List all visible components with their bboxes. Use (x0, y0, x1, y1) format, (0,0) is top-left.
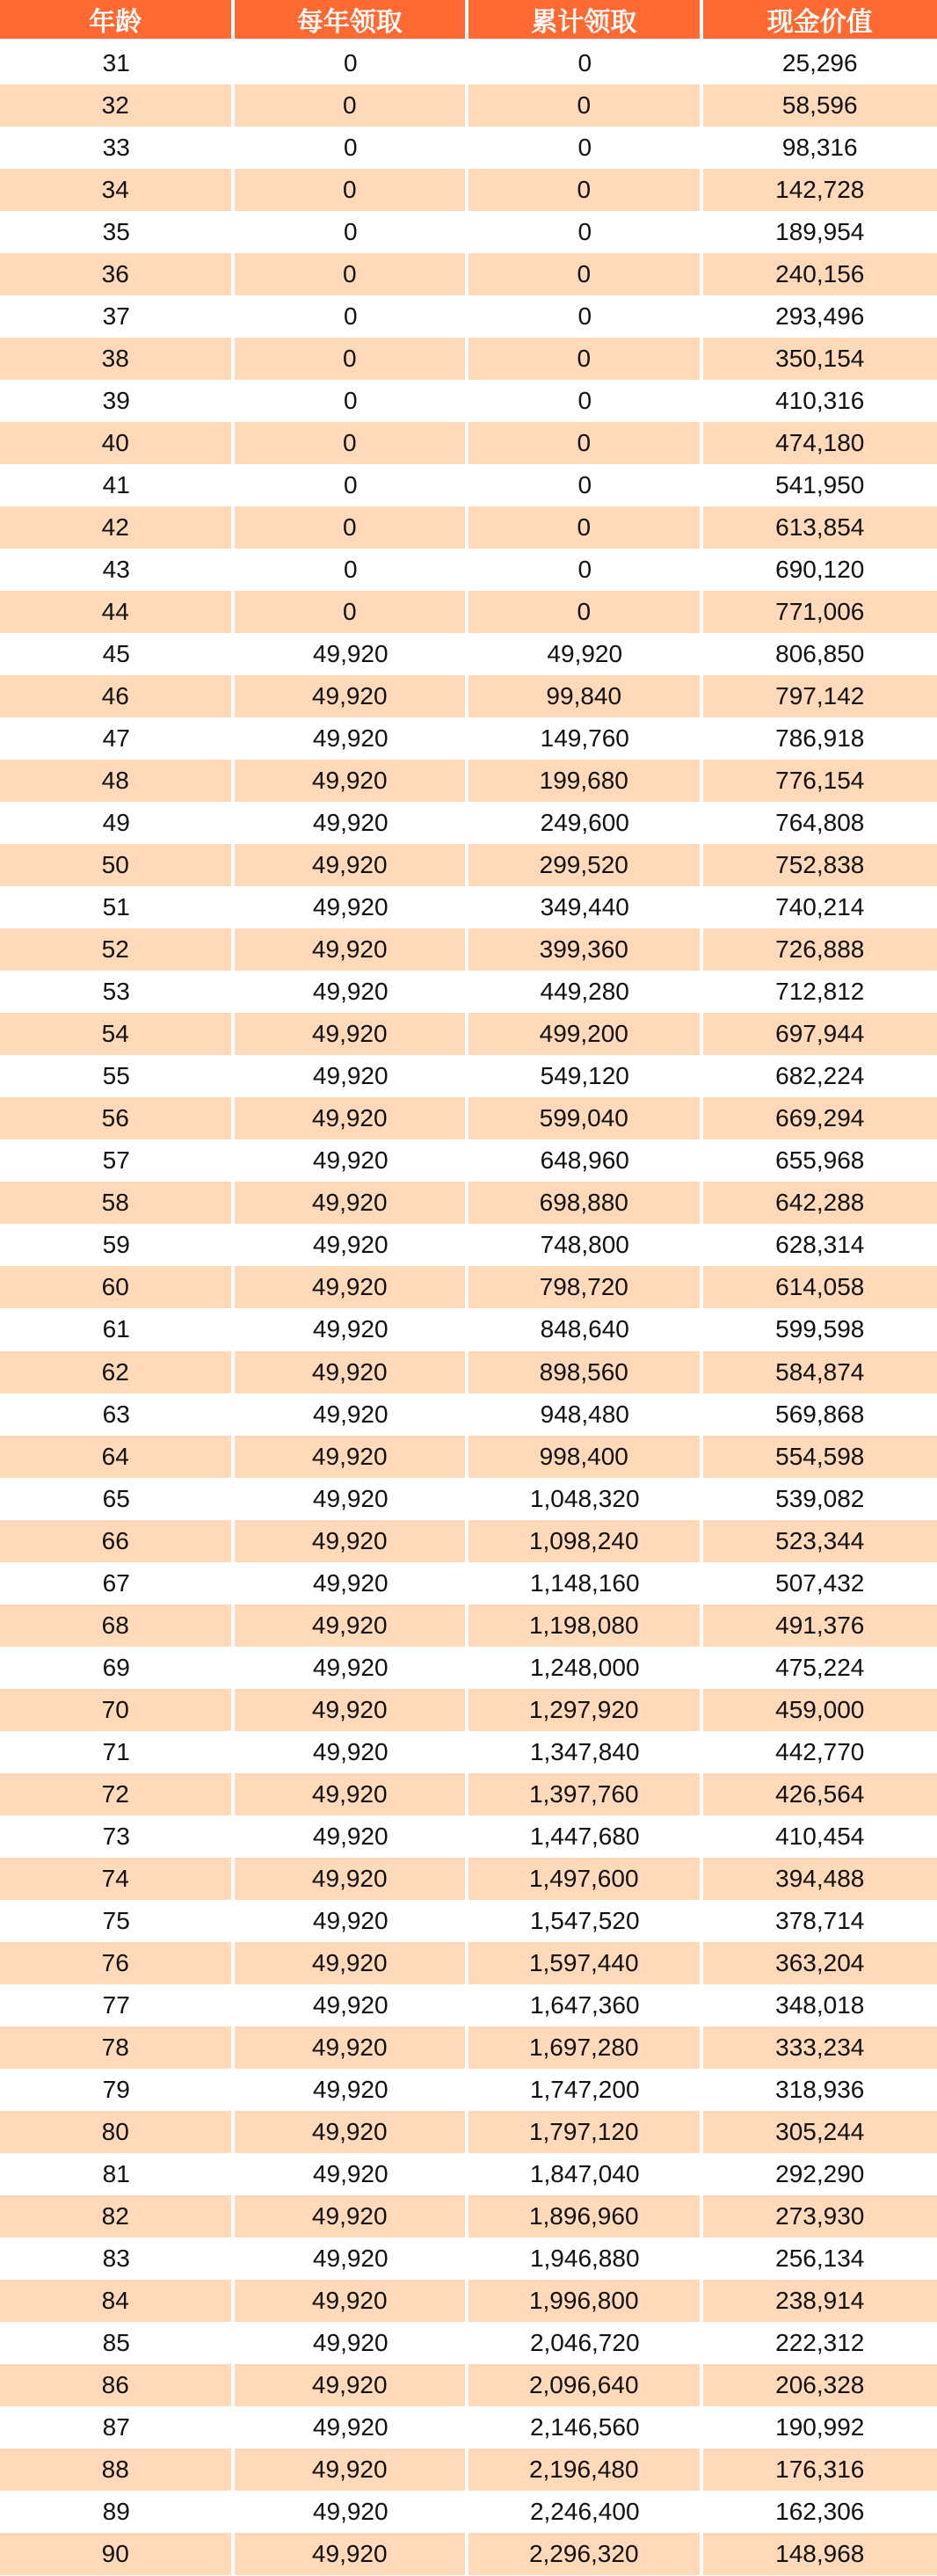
cell-annual-payout: 49,920 (235, 1266, 469, 1308)
cell-annual-payout: 49,920 (235, 2195, 469, 2238)
cell-age: 49 (0, 802, 235, 844)
cell-annual-payout: 49,920 (235, 2153, 469, 2195)
cell-annual-payout: 0 (235, 42, 469, 84)
cell-cash-value: 333,234 (703, 2027, 937, 2069)
cell-annual-payout: 49,920 (235, 1520, 469, 1562)
cell-cumulative-payout: 2,146,560 (468, 2406, 703, 2449)
cell-cumulative-payout: 1,996,800 (468, 2280, 703, 2322)
cell-annual-payout: 49,920 (235, 1055, 469, 1097)
cell-cash-value: 523,344 (703, 1520, 937, 1562)
cell-annual-payout: 49,920 (235, 1689, 469, 1731)
cell-cash-value: 350,154 (703, 338, 937, 380)
cell-annual-payout: 49,920 (235, 1562, 469, 1605)
cell-cash-value: 797,142 (703, 675, 937, 717)
cell-cumulative-payout: 499,200 (468, 1013, 703, 1055)
cell-cumulative-payout: 648,960 (468, 1139, 703, 1182)
cell-cash-value: 475,224 (703, 1647, 937, 1689)
cell-annual-payout: 49,920 (235, 1139, 469, 1182)
cell-age: 66 (0, 1520, 235, 1562)
cell-age: 56 (0, 1097, 235, 1139)
cell-age: 31 (0, 42, 235, 84)
cell-cash-value: 162,306 (703, 2491, 937, 2533)
cell-cumulative-payout: 1,447,680 (468, 1816, 703, 1858)
cell-age: 64 (0, 1436, 235, 1478)
cell-cumulative-payout: 2,196,480 (468, 2449, 703, 2491)
cell-annual-payout: 49,920 (235, 2322, 469, 2364)
cell-age: 79 (0, 2069, 235, 2111)
cell-cumulative-payout: 1,797,120 (468, 2111, 703, 2153)
cell-cumulative-payout: 0 (468, 42, 703, 84)
cell-cumulative-payout: 1,048,320 (468, 1478, 703, 1520)
cell-cumulative-payout: 1,248,000 (468, 1647, 703, 1689)
cell-age: 71 (0, 1731, 235, 1773)
cell-annual-payout: 0 (235, 338, 469, 380)
cell-cash-value: 599,598 (703, 1308, 937, 1350)
cell-annual-payout: 49,920 (235, 1605, 469, 1647)
cell-age: 89 (0, 2491, 235, 2533)
cell-cash-value: 474,180 (703, 422, 937, 464)
cell-cumulative-payout: 0 (468, 169, 703, 211)
cell-annual-payout: 49,920 (235, 1647, 469, 1689)
cell-annual-payout: 49,920 (235, 1900, 469, 1942)
cell-age: 85 (0, 2322, 235, 2364)
cell-annual-payout: 49,920 (235, 2406, 469, 2449)
cell-age: 88 (0, 2449, 235, 2491)
cell-cumulative-payout: 2,096,640 (468, 2364, 703, 2406)
cell-age: 54 (0, 1013, 235, 1055)
cell-cash-value: 189,954 (703, 211, 937, 253)
cell-annual-payout: 49,920 (235, 2491, 469, 2533)
cell-cash-value: 764,808 (703, 802, 937, 844)
cell-annual-payout: 0 (235, 506, 469, 549)
cell-age: 60 (0, 1266, 235, 1308)
cell-cumulative-payout: 399,360 (468, 928, 703, 971)
cell-cash-value: 256,134 (703, 2238, 937, 2280)
cell-annual-payout: 49,920 (235, 2280, 469, 2322)
cell-cash-value: 507,432 (703, 1562, 937, 1605)
cell-age: 86 (0, 2364, 235, 2406)
cell-cumulative-payout: 1,896,960 (468, 2195, 703, 2238)
cell-cumulative-payout: 549,120 (468, 1055, 703, 1097)
cell-age: 61 (0, 1308, 235, 1350)
cell-age: 36 (0, 253, 235, 295)
cell-cumulative-payout: 449,280 (468, 971, 703, 1013)
cell-cash-value: 305,244 (703, 2111, 937, 2153)
cell-cash-value: 669,294 (703, 1097, 937, 1139)
cell-annual-payout: 49,920 (235, 633, 469, 675)
cell-cash-value: 318,936 (703, 2069, 937, 2111)
cell-age: 84 (0, 2280, 235, 2322)
cell-age: 44 (0, 591, 235, 633)
cell-annual-payout: 49,920 (235, 1731, 469, 1773)
cell-age: 47 (0, 717, 235, 760)
cell-cumulative-payout: 2,296,320 (468, 2533, 703, 2575)
cell-cash-value: 25,296 (703, 42, 937, 84)
cell-cumulative-payout: 0 (468, 422, 703, 464)
cell-cumulative-payout: 1,098,240 (468, 1520, 703, 1562)
cell-cumulative-payout: 1,148,160 (468, 1562, 703, 1605)
cell-annual-payout: 49,920 (235, 760, 469, 802)
cell-annual-payout: 0 (235, 84, 469, 127)
cell-annual-payout: 0 (235, 295, 469, 338)
cell-cumulative-payout: 948,480 (468, 1394, 703, 1436)
cell-cash-value: 752,838 (703, 844, 937, 886)
cell-annual-payout: 49,920 (235, 844, 469, 886)
cell-age: 57 (0, 1139, 235, 1182)
cell-annual-payout: 49,920 (235, 717, 469, 760)
cell-cash-value: 410,454 (703, 1816, 937, 1858)
cell-age: 53 (0, 971, 235, 1013)
cell-cash-value: 613,854 (703, 506, 937, 549)
cell-cumulative-payout: 848,640 (468, 1308, 703, 1350)
cell-age: 87 (0, 2406, 235, 2449)
cell-cash-value: 293,496 (703, 295, 937, 338)
cell-cumulative-payout: 1,697,280 (468, 2027, 703, 2069)
cell-annual-payout: 49,920 (235, 1097, 469, 1139)
cell-annual-payout: 49,920 (235, 2238, 469, 2280)
cell-cumulative-payout: 1,347,840 (468, 1731, 703, 1773)
cell-age: 46 (0, 675, 235, 717)
cell-annual-payout: 49,920 (235, 1308, 469, 1350)
cell-annual-payout: 49,920 (235, 1858, 469, 1900)
cell-annual-payout: 49,920 (235, 2027, 469, 2069)
cell-cumulative-payout: 0 (468, 211, 703, 253)
cell-annual-payout: 49,920 (235, 1436, 469, 1478)
cell-cumulative-payout: 49,920 (468, 633, 703, 675)
cell-cumulative-payout: 748,800 (468, 1224, 703, 1266)
cell-annual-payout: 0 (235, 549, 469, 591)
cell-cumulative-payout: 0 (468, 127, 703, 169)
cell-age: 39 (0, 380, 235, 422)
cell-cash-value: 190,992 (703, 2406, 937, 2449)
cell-annual-payout: 0 (235, 169, 469, 211)
cell-cumulative-payout: 0 (468, 506, 703, 549)
cell-cash-value: 771,006 (703, 591, 937, 633)
cell-cumulative-payout: 1,597,440 (468, 1942, 703, 1984)
cell-age: 55 (0, 1055, 235, 1097)
cell-annual-payout: 49,920 (235, 971, 469, 1013)
cell-cash-value: 554,598 (703, 1436, 937, 1478)
cell-annual-payout: 49,920 (235, 1816, 469, 1858)
cell-age: 38 (0, 338, 235, 380)
cell-age: 65 (0, 1478, 235, 1520)
cell-annual-payout: 0 (235, 211, 469, 253)
cell-age: 48 (0, 760, 235, 802)
cell-age: 80 (0, 2111, 235, 2153)
cell-cash-value: 491,376 (703, 1605, 937, 1647)
cell-cash-value: 394,488 (703, 1858, 937, 1900)
cell-annual-payout: 49,920 (235, 675, 469, 717)
cell-cumulative-payout: 0 (468, 549, 703, 591)
cell-annual-payout: 49,920 (235, 1394, 469, 1436)
cell-annual-payout: 49,920 (235, 2069, 469, 2111)
cell-cumulative-payout: 249,600 (468, 802, 703, 844)
cell-cumulative-payout: 99,840 (468, 675, 703, 717)
cell-age: 73 (0, 1816, 235, 1858)
cell-cumulative-payout: 0 (468, 253, 703, 295)
header-cumulative-payout: 累计领取 (468, 0, 703, 42)
cell-cash-value: 642,288 (703, 1182, 937, 1224)
cell-age: 63 (0, 1394, 235, 1436)
cell-annual-payout: 49,920 (235, 2449, 469, 2491)
cell-age: 40 (0, 422, 235, 464)
cell-cumulative-payout: 2,246,400 (468, 2491, 703, 2533)
cell-age: 50 (0, 844, 235, 886)
header-cash-value: 现金价值 (703, 0, 937, 42)
cell-age: 70 (0, 1689, 235, 1731)
cell-age: 34 (0, 169, 235, 211)
cell-annual-payout: 0 (235, 422, 469, 464)
cell-cash-value: 378,714 (703, 1900, 937, 1942)
cell-cumulative-payout: 798,720 (468, 1266, 703, 1308)
cell-age: 77 (0, 1984, 235, 2027)
cell-cash-value: 584,874 (703, 1351, 937, 1394)
cell-annual-payout: 0 (235, 591, 469, 633)
cell-cash-value: 426,564 (703, 1773, 937, 1816)
cell-age: 72 (0, 1773, 235, 1816)
cell-age: 51 (0, 886, 235, 928)
cell-cumulative-payout: 599,040 (468, 1097, 703, 1139)
cell-age: 45 (0, 633, 235, 675)
cell-age: 33 (0, 127, 235, 169)
cell-age: 69 (0, 1647, 235, 1689)
cell-cash-value: 614,058 (703, 1266, 937, 1308)
cell-annual-payout: 49,920 (235, 1182, 469, 1224)
header-age: 年龄 (0, 0, 235, 42)
cell-cash-value: 786,918 (703, 717, 937, 760)
cell-cumulative-payout: 349,440 (468, 886, 703, 928)
cell-cash-value: 348,018 (703, 1984, 937, 2027)
cell-cash-value: 442,770 (703, 1731, 937, 1773)
cell-age: 41 (0, 464, 235, 506)
cell-annual-payout: 0 (235, 464, 469, 506)
cell-age: 32 (0, 84, 235, 127)
cell-cash-value: 363,204 (703, 1942, 937, 1984)
cell-cash-value: 148,968 (703, 2533, 937, 2575)
cell-cumulative-payout: 1,847,040 (468, 2153, 703, 2195)
cell-cash-value: 240,156 (703, 253, 937, 295)
cell-cumulative-payout: 1,946,880 (468, 2238, 703, 2280)
cell-cumulative-payout: 0 (468, 464, 703, 506)
cell-annual-payout: 49,920 (235, 886, 469, 928)
cell-cash-value: 697,944 (703, 1013, 937, 1055)
cell-cash-value: 541,950 (703, 464, 937, 506)
cell-age: 68 (0, 1605, 235, 1647)
cell-cumulative-payout: 1,198,080 (468, 1605, 703, 1647)
cell-cumulative-payout: 1,297,920 (468, 1689, 703, 1731)
cell-cumulative-payout: 1,397,760 (468, 1773, 703, 1816)
cell-cumulative-payout: 149,760 (468, 717, 703, 760)
cell-cash-value: 292,290 (703, 2153, 937, 2195)
cell-annual-payout: 49,920 (235, 928, 469, 971)
cell-cash-value: 539,082 (703, 1478, 937, 1520)
cell-cash-value: 142,728 (703, 169, 937, 211)
cell-age: 62 (0, 1351, 235, 1394)
cell-cumulative-payout: 998,400 (468, 1436, 703, 1478)
cell-cash-value: 806,850 (703, 633, 937, 675)
cell-annual-payout: 49,920 (235, 2533, 469, 2575)
cell-age: 82 (0, 2195, 235, 2238)
cell-age: 74 (0, 1858, 235, 1900)
cell-cumulative-payout: 0 (468, 338, 703, 380)
cell-age: 81 (0, 2153, 235, 2195)
cell-annual-payout: 49,920 (235, 1942, 469, 1984)
cell-cumulative-payout: 1,647,360 (468, 1984, 703, 2027)
cell-cash-value: 740,214 (703, 886, 937, 928)
cell-annual-payout: 49,920 (235, 1013, 469, 1055)
cell-cash-value: 58,596 (703, 84, 937, 127)
cell-cash-value: 712,812 (703, 971, 937, 1013)
cell-cash-value: 776,154 (703, 760, 937, 802)
cell-cash-value: 690,120 (703, 549, 937, 591)
cell-annual-payout: 49,920 (235, 2111, 469, 2153)
cell-cash-value: 655,968 (703, 1139, 937, 1182)
cell-age: 90 (0, 2533, 235, 2575)
cell-cash-value: 98,316 (703, 127, 937, 169)
cell-age: 52 (0, 928, 235, 971)
cell-cumulative-payout: 898,560 (468, 1351, 703, 1394)
cell-cash-value: 273,930 (703, 2195, 937, 2238)
cell-age: 43 (0, 549, 235, 591)
cell-cumulative-payout: 0 (468, 295, 703, 338)
cell-cash-value: 459,000 (703, 1689, 937, 1731)
cell-age: 59 (0, 1224, 235, 1266)
cell-cash-value: 682,224 (703, 1055, 937, 1097)
cell-cumulative-payout: 1,547,520 (468, 1900, 703, 1942)
cell-annual-payout: 0 (235, 127, 469, 169)
cell-annual-payout: 0 (235, 380, 469, 422)
cell-cumulative-payout: 1,497,600 (468, 1858, 703, 1900)
cell-cumulative-payout: 0 (468, 84, 703, 127)
cell-annual-payout: 49,920 (235, 1224, 469, 1266)
cell-cumulative-payout: 299,520 (468, 844, 703, 886)
cell-age: 42 (0, 506, 235, 549)
cell-cumulative-payout: 698,880 (468, 1182, 703, 1224)
cell-annual-payout: 49,920 (235, 1773, 469, 1816)
cell-age: 83 (0, 2238, 235, 2280)
header-annual-payout: 每年领取 (235, 0, 469, 42)
cell-annual-payout: 49,920 (235, 1351, 469, 1394)
cell-age: 58 (0, 1182, 235, 1224)
cell-cash-value: 410,316 (703, 380, 937, 422)
cell-age: 37 (0, 295, 235, 338)
cell-age: 75 (0, 1900, 235, 1942)
cell-cash-value: 569,868 (703, 1394, 937, 1436)
cell-cash-value: 238,914 (703, 2280, 937, 2322)
cell-cash-value: 206,328 (703, 2364, 937, 2406)
cell-cumulative-payout: 2,046,720 (468, 2322, 703, 2364)
cell-age: 35 (0, 211, 235, 253)
cell-cumulative-payout: 0 (468, 591, 703, 633)
cell-cumulative-payout: 199,680 (468, 760, 703, 802)
cell-annual-payout: 49,920 (235, 2364, 469, 2406)
cell-annual-payout: 49,920 (235, 1984, 469, 2027)
cell-cash-value: 176,316 (703, 2449, 937, 2491)
cell-cash-value: 628,314 (703, 1224, 937, 1266)
cell-annual-payout: 0 (235, 253, 469, 295)
cell-cash-value: 726,888 (703, 928, 937, 971)
cell-annual-payout: 49,920 (235, 1478, 469, 1520)
cell-annual-payout: 49,920 (235, 802, 469, 844)
cell-cumulative-payout: 1,747,200 (468, 2069, 703, 2111)
cell-cash-value: 222,312 (703, 2322, 937, 2364)
cell-age: 78 (0, 2027, 235, 2069)
cell-age: 67 (0, 1562, 235, 1605)
cell-age: 76 (0, 1942, 235, 1984)
cell-cumulative-payout: 0 (468, 380, 703, 422)
